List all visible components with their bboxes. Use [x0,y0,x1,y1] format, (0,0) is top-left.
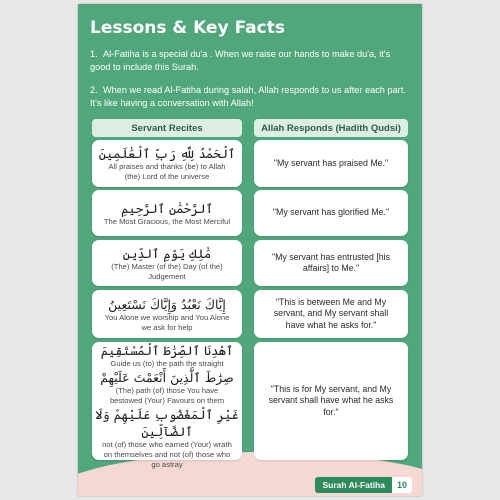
allah-response: "This is for My servant, and My servant shall have what he asks for." [268,383,394,417]
page-footer [315,476,412,494]
recitation-card [92,240,242,286]
fact-number: 1. [90,49,98,59]
verse-translation: not (of) those who earned (Your) wrath on themselves and not (of) those who go astray [102,440,232,469]
arabic-verse: ٱلرَّحْمَٰنِ ٱلرَّحِيمِ [121,200,213,216]
fact-item-2 [90,84,410,110]
verse-translation: You Alone we worship and You Alone we ask for help [104,312,230,332]
recitation-card [92,342,242,469]
verse-translation: Guide us (to) the path the straight [110,359,224,368]
response-card [254,342,408,460]
arabic-verse: غَيْرِ ٱلْمَغْضُوبِ عَلَيْهِمْ وَلَا ٱلضَّآلِّينَ [95,407,239,439]
recitation-card [92,140,242,187]
response-card [254,240,408,286]
allah-response: "This is between Me and My servant, and My servant shall have what he asks for." [273,296,389,330]
verse-translation: (The) Master (of the) Day (of the) Judgement [111,261,223,281]
verse-translation: (The) path (of) those You have bestowed (Your) Favours on them [109,386,225,405]
arabic-verse: ٱهْدِنَا ٱلصِّرَٰطَ ٱلْمُسْتَقِيمَ [100,343,234,358]
arabic-verse: مَٰلِكِ يَوْمِ ٱلدِّينِ [122,245,212,261]
book-page [78,4,422,496]
recitation-card [92,190,242,236]
fact-text: Al-Fatiha is a special du'a . When we raise our hands to make du'a, it's good to include this Surah. [90,49,391,72]
response-card [254,190,408,236]
column-header-allah: Allah Responds (Hadith Qudsi) [254,119,408,137]
allah-response: "My servant has praised Me." [273,157,389,168]
verse-block [92,369,242,406]
verse-block [101,342,233,369]
fact-number: 2. [90,85,98,95]
allah-response: "My servant has glorified Me." [272,207,390,218]
response-card [254,290,408,338]
recitation-card [92,290,242,338]
response-card [254,140,408,187]
fact-text: When we read Al-Fatiha during salah, Allah responds to us after each part. It's like having a conversation with Allah! [90,85,406,108]
allah-response: "My servant has entrusted [his affairs] to Me." [271,251,391,273]
column-header-servant: Servant Recites [92,119,242,137]
verse-translation: All praises and thanks (be) to Allah (the) Lord of the universe [108,162,226,181]
arabic-verse: إِيَّاكَ نَعْبُدُ وَإِيَّاكَ نَسْتَعِينُ [108,296,226,312]
fact-item-1 [90,48,410,74]
page-number: 10 [392,477,412,493]
page-title: Lessons & Key Facts [90,18,285,38]
arabic-verse: صِرَٰطَ ٱلَّذِينَ أَنْعَمْتَ عَلَيْهِمْ [100,370,234,385]
verse-translation: The Most Gracious, the Most Merciful [103,216,231,226]
verse-block [92,406,242,470]
surah-name-label: Surah Al-Fatiha [315,477,392,493]
arabic-verse: ٱلْحَمْدُ لِلَّهِ رَبِّ ٱلْعَٰلَمِينَ [98,146,236,161]
